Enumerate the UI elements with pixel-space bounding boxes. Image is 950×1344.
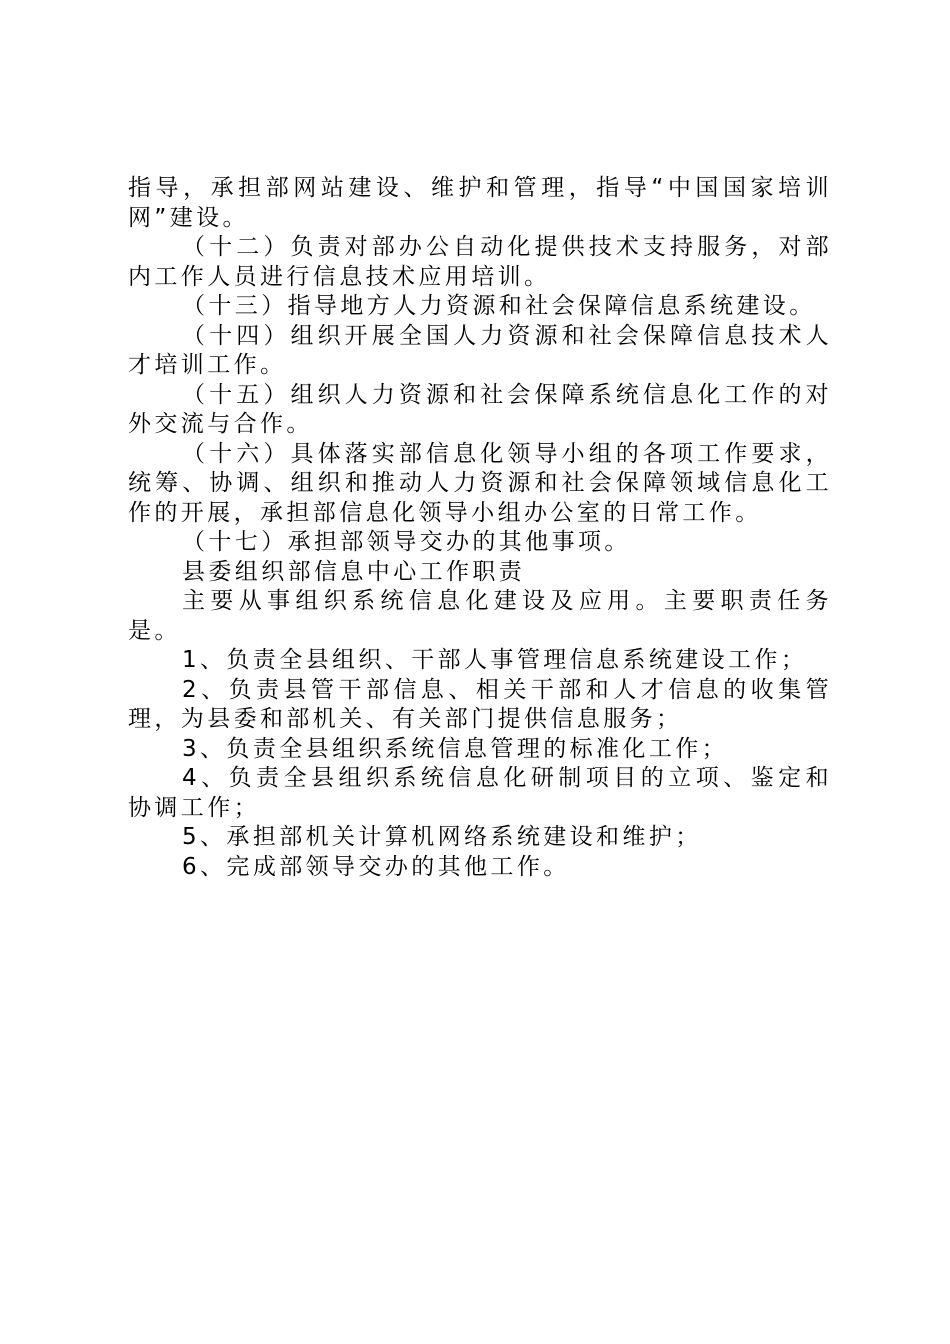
paragraph-6: （十六）具体落实部信息化领导小组的各项工作要求，统筹、协调、组织和推动人力资源和社会保障领域信息化工作的开展，承担部信息化领导小组办公室的日常工作。 — [128, 440, 832, 526]
list-item-5: 5、承担部机关计算机网络系统建设和维护； — [182, 824, 702, 850]
list-item-4: 4、负责全县组织系统信息化研制项目的立项、鉴定和协调工作； — [128, 765, 832, 821]
paragraph-9: 主要从事组织系统信息化建设及应用。主要职责任务是。 — [128, 588, 832, 644]
list-item-6: 6、完成部领导交办的其他工作。 — [182, 853, 570, 880]
paragraph-7: （十七）承担部领导交办的其他事项。 — [182, 529, 631, 555]
list-item-1: 1、负责全县组织、干部人事管理信息系统建设工作； — [182, 647, 808, 673]
list-item-3: 3、负责全县组织系统信息管理的标准化工作； — [182, 735, 729, 762]
paragraph-2: （十二）负责对部办公自动化提供技术支持服务，对部内工作人员进行信息技术应用培训。 — [128, 234, 832, 290]
document-body — [128, 174, 832, 882]
section-heading: 县委组织部信息中心工作职责 — [182, 558, 526, 585]
paragraph-3: （十三）指导地方人力资源和社会保障信息系统建设。 — [182, 293, 816, 319]
list-item-2: 2、负责县管干部信息、相关干部和人才信息的收集管理，为县委和部机关、有关部门提供信息服务； — [128, 676, 832, 732]
paragraph-5: （十五）组织人力资源和社会保障系统信息化工作的对外交流与合作。 — [128, 381, 832, 437]
paragraph-4: （十四）组织开展全国人力资源和社会保障信息技术人才培训工作。 — [128, 322, 832, 378]
paragraph-1: 指导，承担部网站建设、维护和管理，指导“中国国家培训网”建设。 — [128, 175, 832, 231]
